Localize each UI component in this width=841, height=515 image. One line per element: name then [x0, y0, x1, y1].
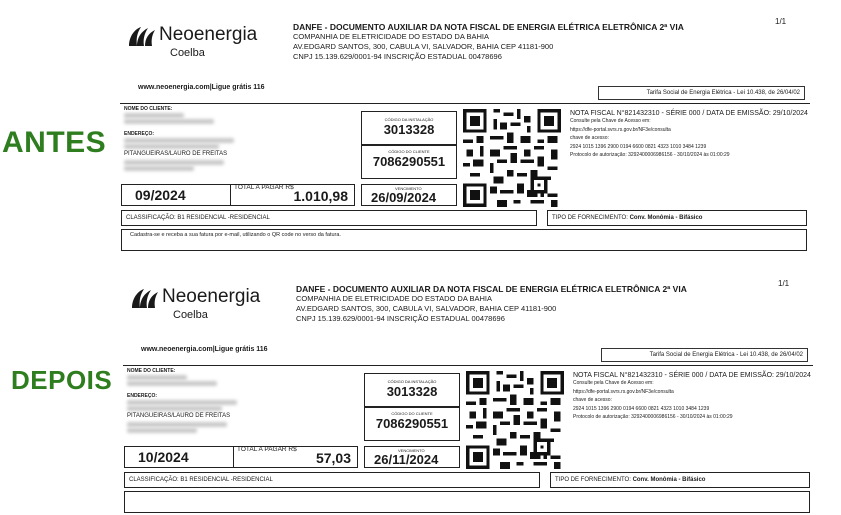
logo-name: Neoenergia — [162, 286, 261, 307]
address-city: PITANGUEIRAS/LAURO DE FREITAS — [127, 413, 231, 419]
reference-month: 09/2024 — [135, 187, 186, 203]
due-date: 26/09/2024 — [371, 190, 437, 205]
nf-line: Consulte pela Chave de Acesso em: — [570, 118, 651, 124]
client-code-caption: CÓDIGO DO CLIENTE — [391, 411, 433, 416]
customer-name-redacted — [127, 375, 187, 380]
nota-fiscal-info — [570, 110, 820, 160]
section-divider — [120, 103, 810, 104]
due-date-cell — [361, 184, 457, 206]
tarifa-social-box: Tarifa Social de Energia Elétrica - Lei 10.438, de 26/04/02 — [601, 348, 808, 362]
address-city: PITANGUEIRAS/LAURO DE FREITAS — [124, 151, 228, 157]
logo-sub: Coelba — [173, 309, 208, 321]
register-box — [121, 229, 807, 251]
due-caption: VENCIMENTO — [398, 448, 425, 453]
reference-cell — [121, 184, 231, 206]
nota-fiscal-title: NOTA FISCAL N°821432310 - SÉRIE 000 / DATA DE EMISSÃO: 29/10/2024 — [573, 372, 811, 379]
client-code: 7086290551 — [372, 154, 446, 169]
address-redacted — [127, 400, 237, 405]
total-amount: 57,03 — [315, 450, 351, 466]
client-code: 7086290551 — [375, 416, 449, 431]
supply-type-box — [550, 472, 810, 488]
supply-type: Conv. Monômia - Bifásico — [632, 477, 706, 483]
nf-line: chave de acesso: — [573, 397, 612, 403]
address-label: ENDEREÇO: — [124, 131, 155, 137]
document-header — [293, 22, 733, 62]
nf-access-key: 2924 1015 1396 2900 0194 6600 0821 4323 1010 3484 1239 — [573, 405, 710, 412]
client-code-caption: CÓDIGO DO CLIENTE — [388, 149, 430, 154]
nota-fiscal-info — [573, 372, 818, 422]
installation-code-caption: CÓDIGO DA INSTALAÇÃO — [384, 117, 434, 122]
address-redacted — [124, 138, 234, 143]
nf-line: Consulte pela Chave de Acesso em: — [573, 380, 654, 386]
neoenergia-logo — [125, 22, 275, 91]
page-number: 1/1 — [778, 279, 790, 288]
reference-cell — [124, 446, 234, 468]
tarifa-social-box: Tarifa Social de Energia Elétrica - Lei 10.438, de 26/04/02 — [598, 86, 805, 100]
register-text: Cadastra-se e receba a sua fatura por e-mail, utilizando o QR code no verso da fatura. — [130, 232, 341, 238]
installation-code-caption: CÓDIGO DA INSTALAÇÃO — [387, 379, 437, 384]
address-redacted-3 — [127, 422, 227, 427]
reference-month: 10/2024 — [138, 449, 189, 465]
document-title: DANFE - DOCUMENTO AUXILIAR DA NOTA FISCAL DE ENERGIA ELÉTRICA ELETRÔNICA 2ª VIA — [296, 284, 687, 294]
total-cell — [234, 446, 358, 468]
bill-after — [118, 262, 818, 515]
address-redacted-3 — [124, 160, 224, 165]
total-cell — [231, 184, 355, 206]
supply-prefix: TIPO DE FORNECIMENTO: — [555, 477, 633, 483]
installation-code: 3013328 — [386, 384, 438, 399]
customer-name-redacted-2 — [124, 119, 214, 124]
installation-code-box — [361, 111, 457, 145]
address-redacted-2 — [127, 406, 222, 411]
due-date: 26/11/2024 — [374, 452, 439, 467]
register-box — [124, 491, 810, 513]
supply-type: Conv. Monômia - Bifásico — [629, 215, 703, 221]
total-amount: 1.010,98 — [293, 188, 348, 204]
company-address: AV.EDGARD SANTOS, 300, CABULA VI, SALVADOR, BAHIA CEP 41181-900 — [296, 304, 557, 313]
nf-protocol: Protocolo de autorização: 3292400006986156 - 30/10/2024 às 01:00:29 — [570, 152, 730, 158]
classification-text: CLASSIFICAÇÃO: B1 RESIDENCIAL -RESIDENCIAL — [126, 215, 270, 221]
page-number: 1/1 — [775, 17, 787, 26]
logo-sub: Coelba — [170, 47, 205, 59]
installation-code: 3013328 — [383, 122, 435, 137]
nf-access-key: 2924 1015 1396 2900 0194 6600 0821 4323 1010 3484 1239 — [570, 143, 707, 150]
address-redacted-4 — [127, 428, 197, 433]
address-redacted-4 — [124, 166, 194, 171]
nf-portal-url: https://dfe-portal.svrs.rs.gov.br/NF3e/consulta — [573, 388, 674, 395]
total-caption: TOTAL A PAGAR R$ — [237, 446, 297, 453]
supply-prefix: TIPO DE FORNECIMENTO: — [552, 215, 630, 221]
logo-name: Neoenergia — [159, 24, 258, 45]
classification-box — [121, 210, 537, 226]
supply-type-box — [547, 210, 807, 226]
address-redacted-2 — [124, 144, 219, 149]
qr-code-icon — [463, 108, 561, 208]
client-code-box — [364, 407, 460, 441]
neoenergia-leaf-icon — [127, 26, 157, 48]
nf-line: chave de acesso: — [570, 135, 609, 141]
label-after: DEPOIS — [11, 365, 113, 395]
section-divider — [123, 365, 813, 366]
due-date-cell — [364, 446, 460, 468]
nota-fiscal-title: NOTA FISCAL N°821432310 - SÉRIE 000 / DATA DE EMISSÃO: 29/10/2024 — [570, 110, 808, 117]
total-caption: TOTAL A PAGAR R$ — [234, 184, 294, 191]
qr-code-icon — [466, 370, 564, 470]
nf-protocol: Protocolo de autorização: 3292400006986156 - 30/10/2024 às 01:00:29 — [573, 414, 733, 420]
logo-url: www.neoenergia.com|Ligue grátis 116 — [141, 346, 268, 353]
due-caption: VENCIMENTO — [395, 186, 422, 191]
document-header — [296, 284, 736, 324]
neoenergia-logo — [128, 284, 278, 353]
company-name: COMPANHIA DE ELETRICIDADE DO ESTADO DA BAHIA — [293, 32, 490, 41]
customer-label: NOME DO CLIENTE: — [124, 106, 173, 112]
installation-code-box — [364, 373, 460, 407]
customer-name-redacted-2 — [127, 381, 217, 386]
company-address: AV.EDGARD SANTOS, 300, CABULA VI, SALVADOR, BAHIA CEP 41181-900 — [293, 42, 554, 51]
label-before: ANTES — [2, 126, 107, 159]
nf-portal-url: https://dfe-portal.svrs.rs.gov.br/NF3e/consulta — [570, 126, 671, 133]
classification-text: CLASSIFICAÇÃO: B1 RESIDENCIAL -RESIDENCIAL — [129, 477, 273, 483]
customer-name-redacted — [124, 113, 184, 118]
neoenergia-leaf-icon — [130, 288, 160, 310]
address-label: ENDEREÇO: — [127, 393, 158, 399]
classification-box — [124, 472, 540, 488]
company-name: COMPANHIA DE ELETRICIDADE DO ESTADO DA BAHIA — [296, 294, 493, 303]
customer-label: NOME DO CLIENTE: — [127, 368, 176, 374]
logo-url: www.neoenergia.com|Ligue grátis 116 — [138, 84, 265, 91]
company-cnpj: CNPJ 15.139.629/0001-94 INSCRIÇÃO ESTADUAL 00478696 — [293, 52, 502, 61]
document-title: DANFE - DOCUMENTO AUXILIAR DA NOTA FISCAL DE ENERGIA ELÉTRICA ELETRÔNICA 2ª VIA — [293, 22, 684, 32]
company-cnpj: CNPJ 15.139.629/0001-94 INSCRIÇÃO ESTADUAL 00478696 — [296, 314, 505, 323]
bill-before — [115, 0, 815, 250]
client-code-box — [361, 145, 457, 179]
